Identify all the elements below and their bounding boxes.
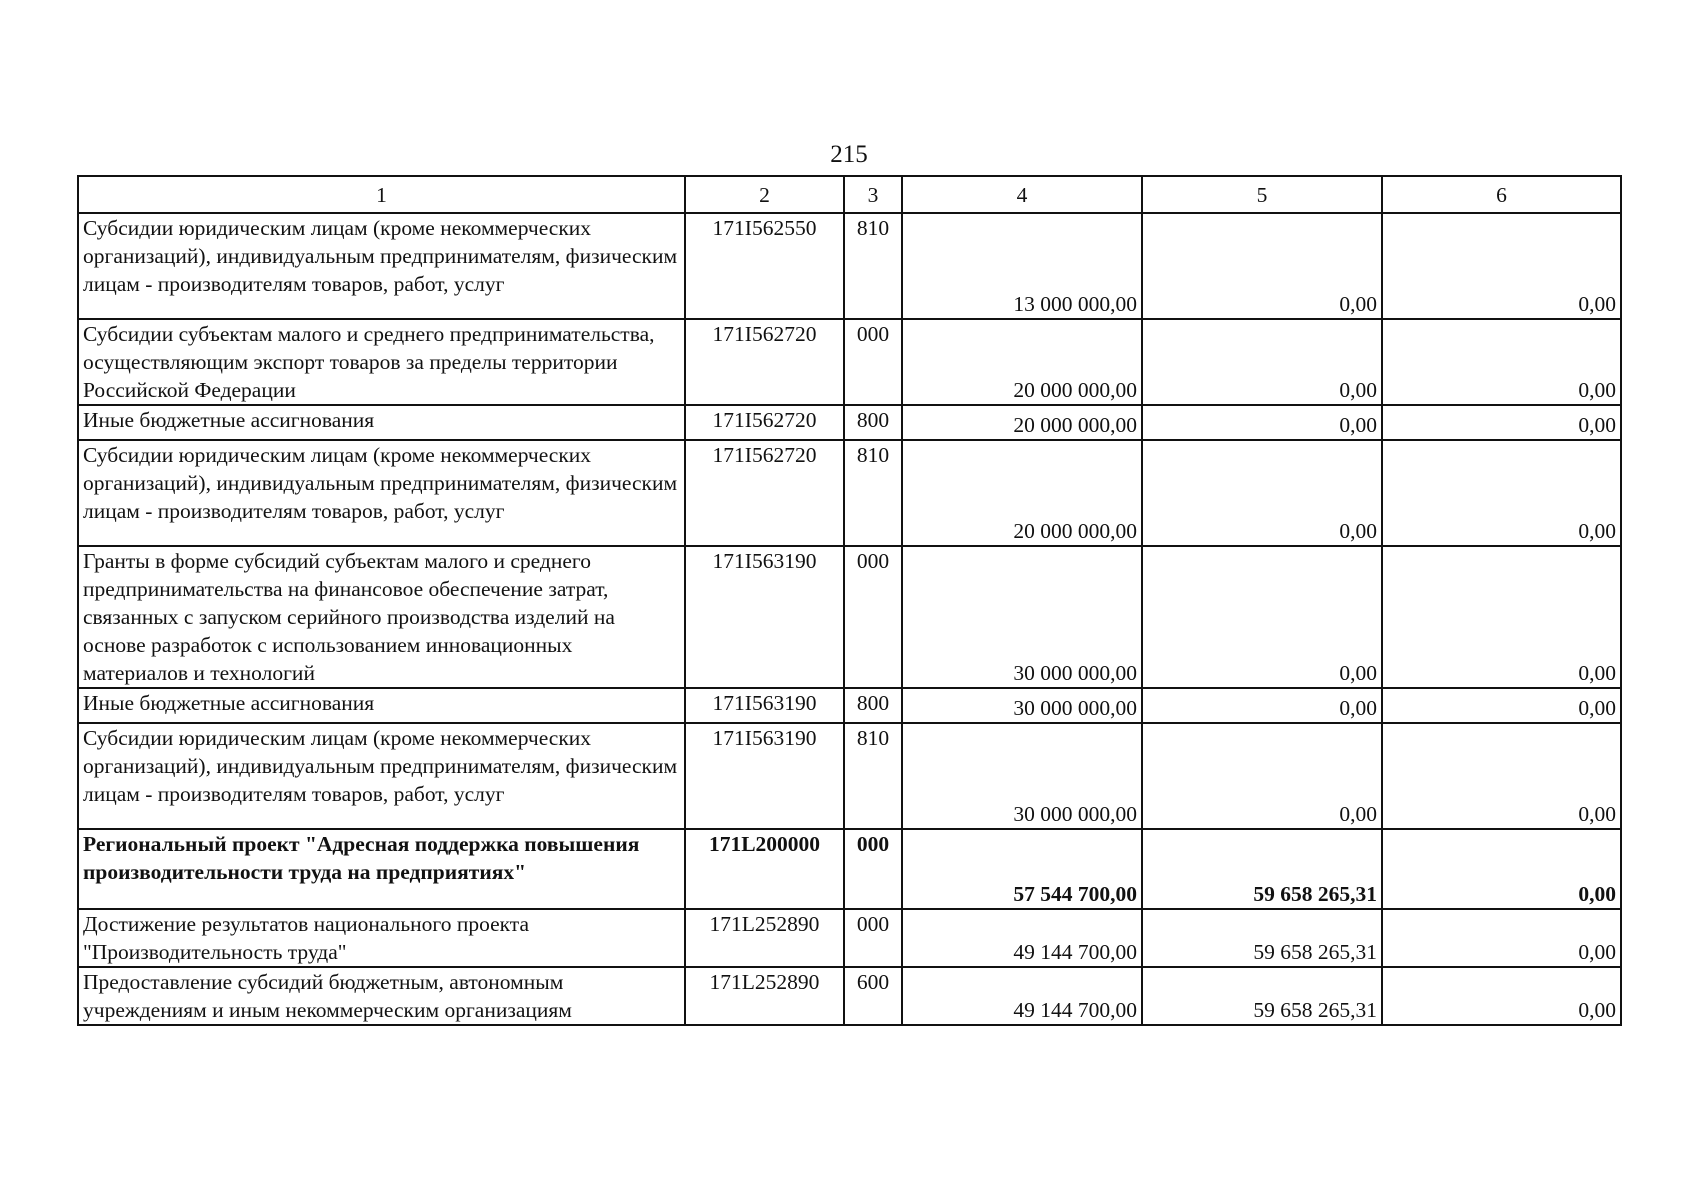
cell-target-code: 171I562550 bbox=[685, 213, 844, 319]
table-row bbox=[78, 723, 1621, 829]
table-row bbox=[78, 319, 1621, 405]
cell-name: Гранты в форме субсидий субъектам малого и среднего предпринимательства на финансовое обеспечение затрат, связанных с запуском серийного производства изделий на основе разработок с использованием инновационных материалов и технологий bbox=[78, 546, 685, 688]
cell-target-code: 171I562720 bbox=[685, 440, 844, 546]
table-row bbox=[78, 688, 1621, 723]
cell-expense-type: 810 bbox=[844, 440, 902, 546]
column-header-5: 5 bbox=[1142, 176, 1382, 213]
budget-table bbox=[77, 175, 1622, 1026]
column-header-1: 1 bbox=[78, 176, 685, 213]
cell-name: Субсидии юридическим лицам (кроме некоммерческих организаций), индивидуальным предпринимателям, физическим лицам - производителям товаров, работ, услуг bbox=[78, 440, 685, 546]
table-row bbox=[78, 440, 1621, 546]
cell-amount-col-6: 0,00 bbox=[1382, 319, 1621, 405]
cell-amount-col-4: 49 144 700,00 bbox=[902, 909, 1142, 967]
cell-amount-col-4: 30 000 000,00 bbox=[902, 688, 1142, 723]
cell-target-code: 171I563190 bbox=[685, 723, 844, 829]
cell-expense-type: 810 bbox=[844, 213, 902, 319]
cell-amount-col-5: 59 658 265,31 bbox=[1142, 829, 1382, 909]
table-row bbox=[78, 829, 1621, 909]
cell-amount-col-5: 0,00 bbox=[1142, 213, 1382, 319]
cell-amount-col-4: 20 000 000,00 bbox=[902, 319, 1142, 405]
table-row bbox=[78, 909, 1621, 967]
cell-expense-type: 810 bbox=[844, 723, 902, 829]
cell-name: Субсидии юридическим лицам (кроме некоммерческих организаций), индивидуальным предпринимателям, физическим лицам - производителям товаров, работ, услуг bbox=[78, 213, 685, 319]
cell-amount-col-4: 20 000 000,00 bbox=[902, 440, 1142, 546]
cell-expense-type: 000 bbox=[844, 319, 902, 405]
cell-amount-col-4: 57 544 700,00 bbox=[902, 829, 1142, 909]
column-header-2: 2 bbox=[685, 176, 844, 213]
cell-amount-col-6: 0,00 bbox=[1382, 213, 1621, 319]
cell-amount-col-5: 59 658 265,31 bbox=[1142, 909, 1382, 967]
cell-amount-col-5: 0,00 bbox=[1142, 440, 1382, 546]
cell-amount-col-6: 0,00 bbox=[1382, 723, 1621, 829]
cell-expense-type: 000 bbox=[844, 829, 902, 909]
cell-amount-col-6: 0,00 bbox=[1382, 546, 1621, 688]
cell-expense-type: 600 bbox=[844, 967, 902, 1025]
cell-amount-col-5: 0,00 bbox=[1142, 723, 1382, 829]
cell-amount-col-5: 0,00 bbox=[1142, 546, 1382, 688]
cell-expense-type: 800 bbox=[844, 688, 902, 723]
cell-expense-type: 000 bbox=[844, 909, 902, 967]
cell-expense-type: 800 bbox=[844, 405, 902, 440]
cell-amount-col-5: 0,00 bbox=[1142, 319, 1382, 405]
cell-amount-col-4: 30 000 000,00 bbox=[902, 546, 1142, 688]
cell-amount-col-6: 0,00 bbox=[1382, 688, 1621, 723]
cell-amount-col-4: 30 000 000,00 bbox=[902, 723, 1142, 829]
cell-name: Субсидии юридическим лицам (кроме некоммерческих организаций), индивидуальным предпринимателям, физическим лицам - производителям товаров, работ, услуг bbox=[78, 723, 685, 829]
table-row bbox=[78, 405, 1621, 440]
cell-target-code: 171L252890 bbox=[685, 909, 844, 967]
cell-target-code: 171I563190 bbox=[685, 688, 844, 723]
cell-name: Иные бюджетные ассигнования bbox=[78, 405, 685, 440]
cell-amount-col-4: 13 000 000,00 bbox=[902, 213, 1142, 319]
cell-amount-col-6: 0,00 bbox=[1382, 909, 1621, 967]
column-header-6: 6 bbox=[1382, 176, 1621, 213]
column-header-4: 4 bbox=[902, 176, 1142, 213]
table-row bbox=[78, 546, 1621, 688]
cell-target-code: 171I563190 bbox=[685, 546, 844, 688]
cell-name: Предоставление субсидий бюджетным, автономным учреждениям и иным некоммерческим организациям bbox=[78, 967, 685, 1025]
table-row bbox=[78, 213, 1621, 319]
cell-expense-type: 000 bbox=[844, 546, 902, 688]
cell-name: Иные бюджетные ассигнования bbox=[78, 688, 685, 723]
cell-target-code: 171I562720 bbox=[685, 405, 844, 440]
cell-amount-col-6: 0,00 bbox=[1382, 967, 1621, 1025]
table-row bbox=[78, 967, 1621, 1025]
cell-amount-col-5: 0,00 bbox=[1142, 405, 1382, 440]
table-header-row bbox=[78, 176, 1621, 213]
column-header-3: 3 bbox=[844, 176, 902, 213]
cell-amount-col-4: 49 144 700,00 bbox=[902, 967, 1142, 1025]
cell-target-code: 171I562720 bbox=[685, 319, 844, 405]
cell-amount-col-4: 20 000 000,00 bbox=[902, 405, 1142, 440]
cell-amount-col-6: 0,00 bbox=[1382, 440, 1621, 546]
cell-name: Региональный проект "Адресная поддержка повышения производительности труда на предприятиях" bbox=[78, 829, 685, 909]
cell-target-code: 171L200000 bbox=[685, 829, 844, 909]
cell-target-code: 171L252890 bbox=[685, 967, 844, 1025]
cell-amount-col-5: 59 658 265,31 bbox=[1142, 967, 1382, 1025]
cell-amount-col-5: 0,00 bbox=[1142, 688, 1382, 723]
cell-name: Достижение результатов национального проекта "Производительность труда" bbox=[78, 909, 685, 967]
cell-amount-col-6: 0,00 bbox=[1382, 405, 1621, 440]
page-number: 215 bbox=[830, 141, 868, 168]
table-body bbox=[78, 176, 1621, 1025]
cell-name: Субсидии субъектам малого и среднего предпринимательства, осуществляющим экспорт товаров за пределы территории Российской Федерации bbox=[78, 319, 685, 405]
cell-amount-col-6: 0,00 bbox=[1382, 829, 1621, 909]
